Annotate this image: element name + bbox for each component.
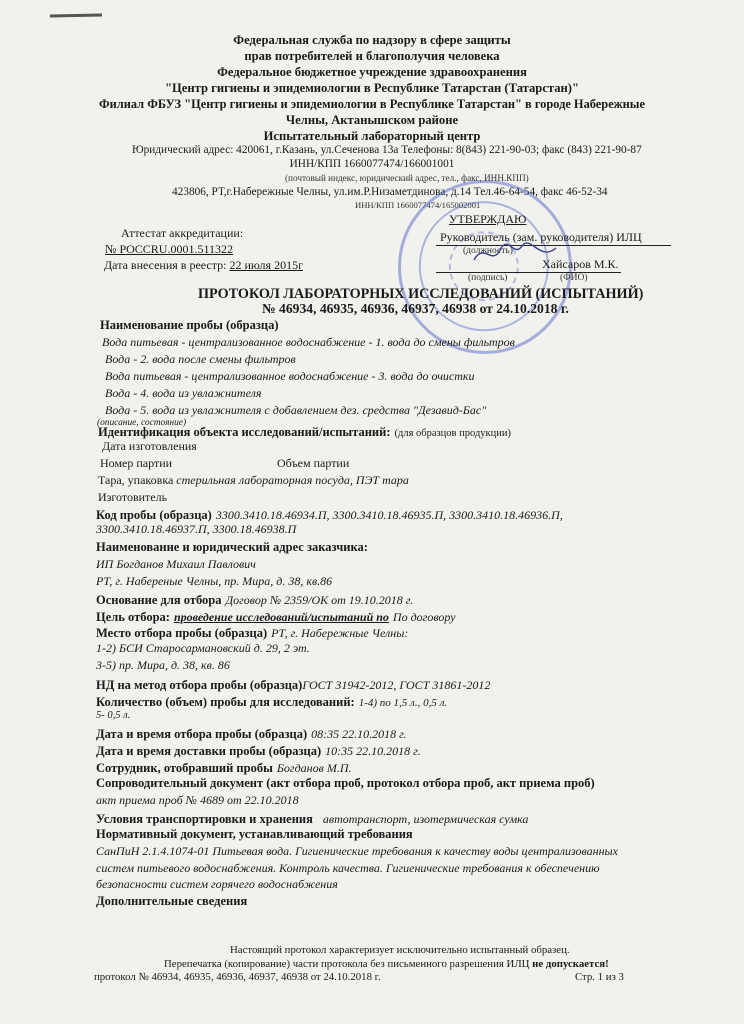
location-line-1: 1-2) БСИ Старосармановский д. 29, 2 эт. [96, 641, 310, 655]
manufacturer-label: Изготовитель [98, 490, 168, 504]
normative-line-1: СанПиН 2.1.4.1074-01 Питьевая вода. Гигиенические требования к качеству воды централизованных [96, 844, 619, 858]
registry-date: 22 июля 2015г [229, 258, 303, 272]
customer-label: Наименование и юридический адрес заказчика: [96, 540, 368, 554]
approver-name: Хайсаров М.К. [542, 257, 619, 271]
batch-number: Номер партии [100, 456, 173, 470]
page-number: Стр. 1 из 3 [575, 971, 624, 983]
sample-code-line-1: 3300.3410.18.46934.П, 3300.3410.18.46935.П, 3300.3410.18.46936.П, [215, 508, 563, 522]
batch-volume: Объем партии [277, 456, 350, 470]
sample-item-2: Вода - 2. вода после смены фильтров [102, 352, 296, 366]
protocol-title: ПРОТОКОЛ ЛАБОРАТОРНЫХ ИССЛЕДОВАНИЙ (ИСПЫТАНИЙ) [198, 286, 644, 302]
sample-hint: (описание, состояние) [97, 418, 187, 428]
normative-line-2: систем питьевого водоснабжения. Контроль качества. Гигиенические требования к обеспечению [96, 861, 600, 875]
name-hint: (ФИО) [560, 273, 588, 283]
additional-label: Дополнительные сведения [96, 894, 248, 908]
basis-value: Договор № 2359/ОК от 19.10.2018 г. [225, 593, 414, 607]
transport-label: Условия транспортировки и хранения [96, 812, 313, 826]
sample-item-3: Вода питьевая - централизованное водоснабжение - 3. вода до очистки [102, 369, 475, 383]
footer-line-1: Настоящий протокол характеризует исключительно испытанный образец. [230, 944, 570, 956]
sample-item-1: Вода питьевая - централизованное водоснабжение - 1. вода до смены фильтров [102, 335, 515, 349]
sample-label: Наименование пробы (образца) [100, 318, 279, 332]
document-value: акт приема проб № 4689 от 22.10.2018 [96, 793, 299, 807]
footer-line-2: Перепечатка (копирование) части протокола без письменного разрешения ИЛЦ [164, 958, 530, 970]
approval-title: УТВЕРЖДАЮ [449, 212, 527, 226]
inn-kpp: ИНН/КПП 1660077474/166001001 [289, 158, 455, 170]
header-line-4: "Центр гигиены и эпидемиологии в Республике Татарстан (Татарстан)" [164, 81, 579, 95]
sample-code-line-2: 3300.3410.18.46937.П, 3300.18.46938.П [96, 522, 297, 536]
employee-label: Сотрудник, отобравший пробы [96, 761, 273, 775]
identification-hint: (для образцов продукции) [394, 428, 511, 439]
purpose-label: Цель отбора: [96, 610, 170, 624]
registry-label: Дата внесения в реестр: [104, 258, 227, 272]
customer-address: РТ, г. Набереные Челны, пр. Мира, д. 38, кв.86 [96, 574, 333, 588]
signature-line [436, 272, 621, 273]
position-hint: (должность) [463, 246, 513, 256]
delivery-time-value: 10:35 22.10.2018 г. [325, 744, 421, 758]
header-line-3: Федеральное бюджетное учреждение здравоохранения [217, 65, 527, 79]
address-hint: (почтовый индекс, юридический адрес, тел., факс, ИНН.КПП) [285, 173, 529, 183]
header-line-2: прав потребителей и благополучия человека [244, 49, 500, 63]
approval-position: Руководитель (зам. руководителя) ИЛЦ [440, 230, 642, 244]
location-line-2: 3-5) пр. Мира, д. 38, кв. 86 [96, 658, 230, 672]
sample-item-5: Вода - 5. вода из увлажнителя с добавлением дез. средства "Дезавид-Бас" [102, 403, 487, 417]
employee-value: Богданов М.П. [276, 761, 352, 775]
purpose-value: По договору [392, 610, 456, 624]
signature-hint: (подпись) [468, 273, 508, 283]
method-value: ГОСТ 31942-2012, ГОСТ 31861-2012 [302, 678, 491, 692]
branch-inn: ИНН/КПП 1660077474/165002001 [355, 200, 481, 210]
normative-line-3: безопасности систем горячего водоснабжения [96, 877, 338, 891]
branch-address: 423806, РТ,г.Набережные Челны, ул.им.Р.Низаметдинова, д.14 Тел.46-64-54, факс 46-52-34 [172, 186, 608, 198]
purpose-value-underlined: проведение исследований/испытаний по [173, 610, 389, 624]
sample-code-label: Код пробы (образца) [96, 508, 212, 522]
legal-address: Юридический адрес: 420061, г.Казань, ул.Сеченова 13а Телефоны: 8(843) 221-90-03; факс (843) 221-90-87 [132, 144, 642, 156]
header-line-6: Челны, Актанышском районе [285, 113, 459, 127]
sample-item-4: Вода - 4. вода из увлажнителя [102, 386, 262, 400]
sampling-time-value: 08:35 22.10.2018 г. [311, 727, 407, 741]
transport-value: автотранспорт, изотермическая сумка [322, 812, 529, 826]
footer-protocol-ref: протокол № 46934, 46935, 46936, 46937, 46938 от 24.10.2018 г. [94, 971, 381, 983]
sampling-time-label: Дата и время отбора пробы (образца) [96, 727, 308, 741]
protocol-number: № 46934, 46935, 46936, 46937, 46938 от 24.10.2018 г. [262, 301, 569, 316]
footer-warning: не допускается! [532, 958, 609, 970]
location-label: Место отбора пробы (образца) [96, 626, 268, 640]
accreditation-label: Аттестат аккредитации: [121, 226, 244, 240]
location-value: РТ, г. Набережные Челны: [271, 626, 409, 640]
header-line-7: Испытательный лабораторный центр [263, 129, 481, 143]
packaging-label: Тара, упаковка [98, 473, 174, 487]
customer-name: ИП Богданов Михаил Павлович [96, 557, 256, 571]
corner-pen-mark [50, 14, 102, 18]
header-line-5: Филиал ФБУЗ "Центр гигиены и эпидемиологии в Республике Татарстан" в городе Набережные [99, 97, 645, 111]
quantity-line-2: 5- 0,5 л. [96, 710, 131, 721]
header-line-1: Федеральная служба по надзору в сфере защиты [233, 33, 511, 47]
quantity-value: 1-4) по 1,5 л., 0,5 л. [358, 697, 448, 709]
delivery-time-label: Дата и время доставки пробы (образца) [96, 744, 322, 758]
basis-label: Основание для отбора [96, 593, 222, 607]
method-label: НД на метод отбора пробы (образца) [96, 678, 303, 692]
document-label: Сопроводительный документ (акт отбора проб, протокол отбора проб, акт приема проб) [96, 776, 595, 790]
identification-label: Идентификация объекта исследований/испытаний: [98, 425, 391, 439]
quantity-label: Количество (объем) пробы для исследований: [96, 695, 355, 709]
packaging-value: стерильная лабораторная посуда, ПЭТ тара [176, 473, 409, 487]
manufacture-date: Дата изготовления [102, 439, 197, 453]
accreditation-number: № POCCRU.0001.511322 [105, 242, 234, 256]
normative-label: Нормативный документ, устанавливающий требования [96, 827, 413, 841]
